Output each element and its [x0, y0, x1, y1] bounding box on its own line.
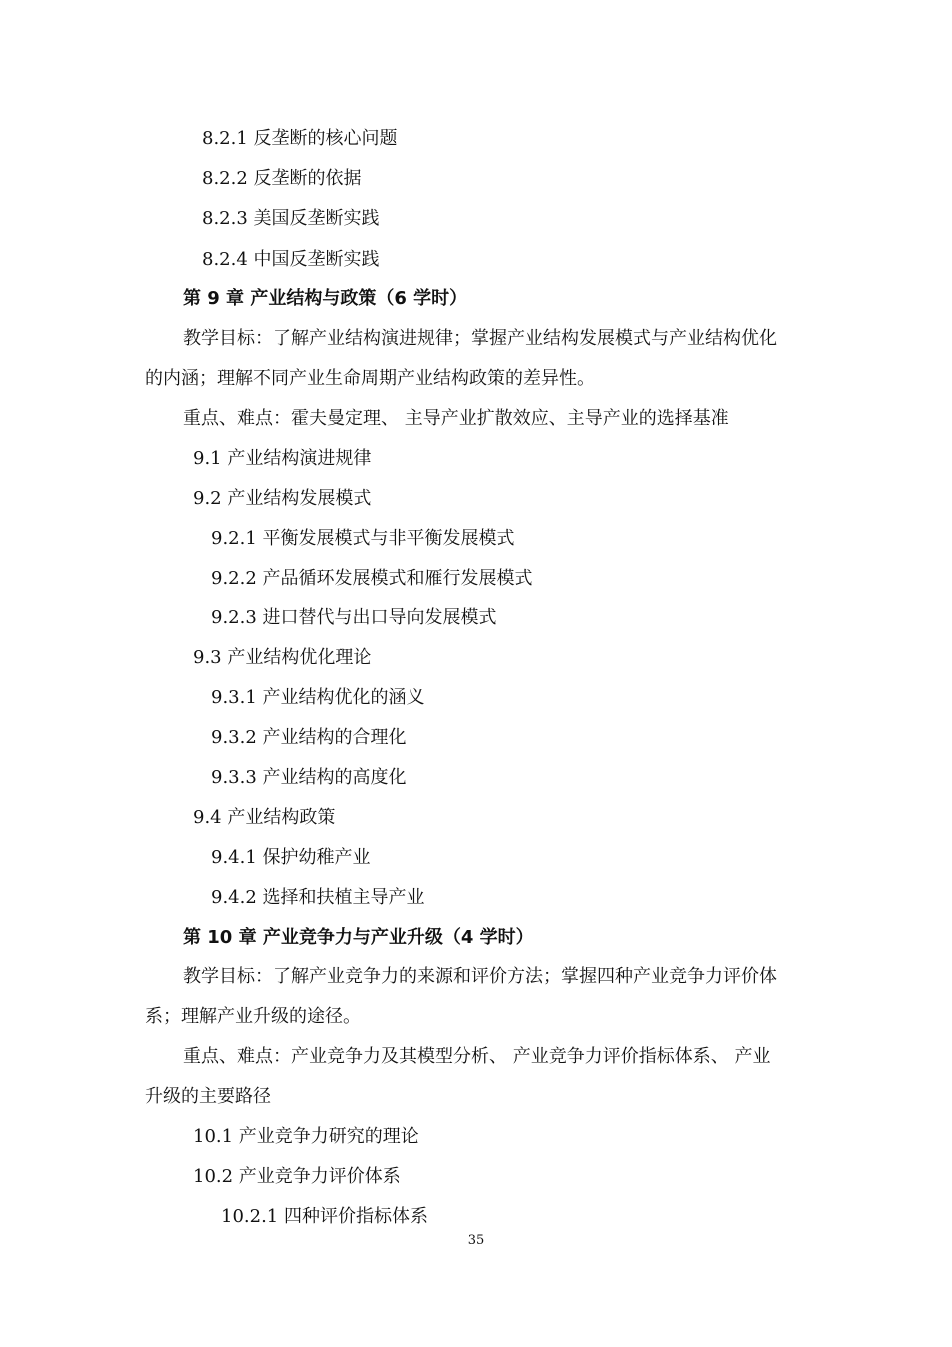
chapter-9-objective-line-2: 的内涵；理解不同产业生命周期产业结构政策的差异性。 [145, 368, 595, 389]
subsection-10-2-1: 10.2.1 四种评价指标体系 [221, 1206, 428, 1227]
section-9-1: 9.1 产业结构演进规律 [193, 448, 372, 469]
chapter-10-objective-line-1: 教学目标：了解产业竞争力的来源和评价方法；掌握四种产业竞争力评价体 [183, 966, 777, 987]
section-9-2: 9.2 产业结构发展模式 [193, 488, 372, 509]
subsection-9-2-3: 9.2.3 进口替代与出口导向发展模式 [211, 607, 497, 628]
subsection-8-2-4: 8.2.4 中国反垄断实践 [202, 249, 380, 270]
chapter-10-key-points-line-2: 升级的主要路径 [145, 1086, 271, 1107]
subsection-9-4-2: 9.4.2 选择和扶植主导产业 [211, 887, 425, 908]
chapter-9-objective-line-1: 教学目标：了解产业结构演进规律；掌握产业结构发展模式与产业结构优化 [183, 328, 777, 349]
subsection-8-2-3: 8.2.3 美国反垄断实践 [202, 208, 380, 229]
subsection-9-3-3: 9.3.3 产业结构的高度化 [211, 767, 407, 788]
chapter-10-heading: 第 10 章 产业竞争力与产业升级（4 学时） [183, 927, 534, 948]
page-number: 35 [467, 1233, 485, 1248]
section-10-1: 10.1 产业竞争力研究的理论 [193, 1126, 419, 1147]
chapter-10-key-points-line-1: 重点、难点：产业竞争力及其模型分析、 产业竞争力评价指标体系、 产业 [183, 1046, 771, 1067]
subsection-8-2-2: 8.2.2 反垄断的依据 [202, 168, 362, 189]
subsection-9-3-1: 9.3.1 产业结构优化的涵义 [211, 687, 425, 708]
subsection-8-2-1: 8.2.1 反垄断的核心问题 [202, 128, 398, 149]
chapter-9-heading: 第 9 章 产业结构与政策（6 学时） [183, 288, 468, 309]
subsection-9-3-2: 9.3.2 产业结构的合理化 [211, 727, 407, 748]
subsection-9-2-2: 9.2.2 产品循环发展模式和雁行发展模式 [211, 568, 533, 589]
section-9-4: 9.4 产业结构政策 [193, 807, 336, 828]
chapter-9-key-points: 重点、难点：霍夫曼定理、 主导产业扩散效应、主导产业的选择基准 [183, 408, 729, 429]
chapter-10-objective-line-2: 系；理解产业升级的途径。 [145, 1006, 361, 1027]
section-9-3: 9.3 产业结构优化理论 [193, 647, 372, 668]
subsection-9-2-1: 9.2.1 平衡发展模式与非平衡发展模式 [211, 528, 515, 549]
section-10-2: 10.2 产业竞争力评价体系 [193, 1166, 401, 1187]
subsection-9-4-1: 9.4.1 保护幼稚产业 [211, 847, 371, 868]
